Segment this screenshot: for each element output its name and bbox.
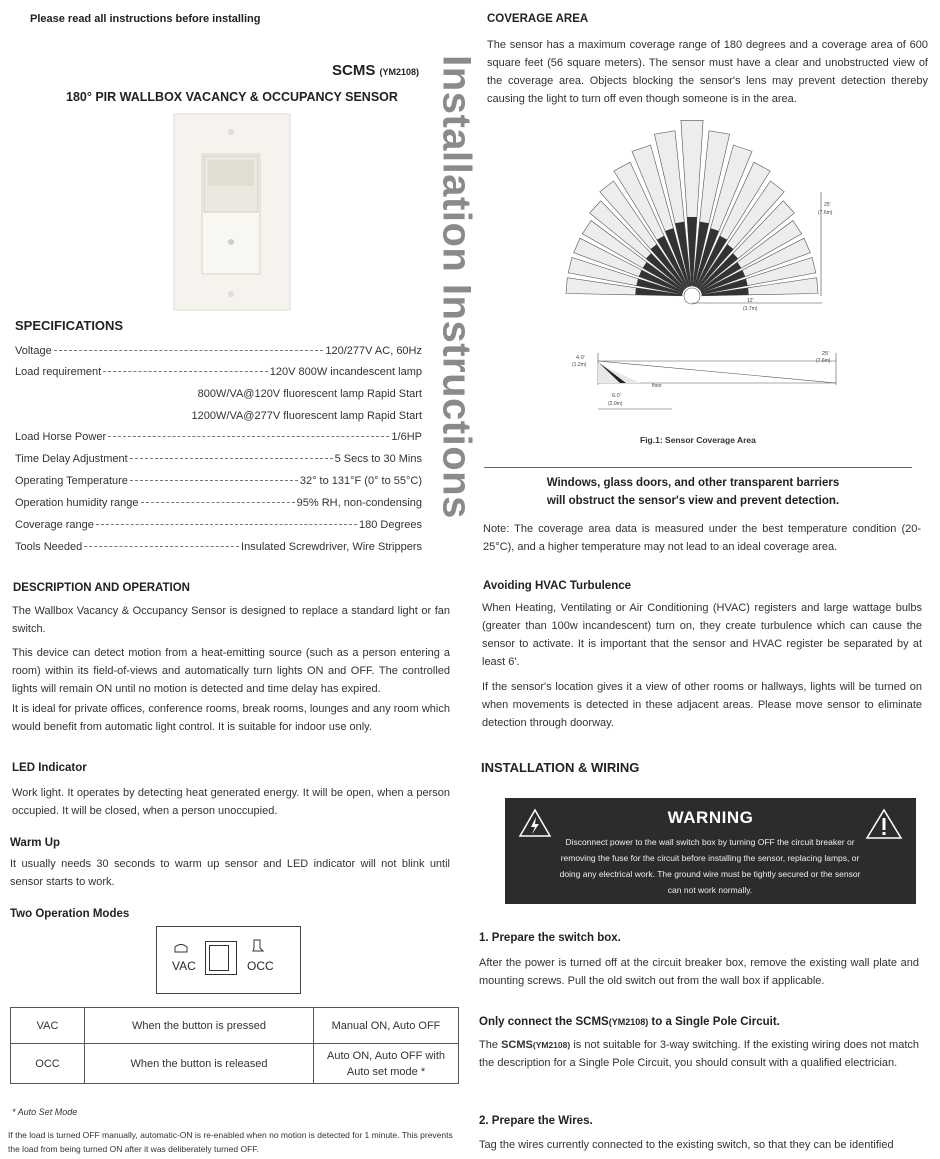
table-row: VAC When the button is pressed Manual ON, Auto OFF bbox=[11, 1008, 459, 1044]
spec-time-delay: Time Delay Adjustment 5 Secs to 30 Mins bbox=[15, 453, 422, 465]
warmup-text: It usually needs 30 seconds to warm up sensor and LED indicator will not blink until sensor starts to work. bbox=[10, 858, 450, 888]
coverage-heading: COVERAGE AREA bbox=[487, 13, 589, 25]
warmup-heading: Warm Up bbox=[10, 837, 61, 849]
step2-text: Tag the wires currently connected to the existing switch, so that they can be identified bbox=[479, 1139, 894, 1151]
figure-caption: Fig.1: Sensor Coverage Area bbox=[640, 435, 756, 445]
side-bottom-ft: 6.0' bbox=[612, 393, 621, 399]
product-title: 180° PIR WALLBOX VACANCY & OCCUPANCY SENSOR bbox=[66, 90, 398, 104]
coverage-fan-diagram bbox=[560, 110, 850, 320]
side-left-ft: 4.0' bbox=[576, 355, 585, 361]
vacancy-icon bbox=[174, 943, 188, 953]
floor-label: floor bbox=[652, 383, 662, 389]
spec-tools: Tools Needed Insulated Screwdriver, Wire Strippers bbox=[15, 541, 422, 553]
warning-title: WARNING bbox=[667, 808, 754, 827]
auto-set-text: If the load is turned OFF manually, automatic-ON is re-enabled when no motion is detected for 1 minute. This prevents the load from being turned ON after it was deliberately turned OFF. bbox=[8, 1130, 453, 1154]
vac-label: VAC bbox=[172, 959, 196, 973]
spec-load-extra-1: 800W/VA@120V fluorescent lamp Rapid Start bbox=[197, 388, 422, 400]
hvac-p1: When Heating, Ventilating or Air Conditioning (HVAC) registers and large wattage bulbs (greater than 100w incandescent) turn on, they create turbulence which can cause the sensor to activate. It is important that the sensor and HVAC register be separated by at least 6'. bbox=[482, 602, 922, 668]
spec-horsepower: Load Horse Power 1/6HP bbox=[15, 431, 422, 443]
single-pole-text: The SCMS(YM2108) is not suitable for 3-way switching. If the existing wiring does not match the description for a Single Pole Circuit, you should consult with a qualified electrician. bbox=[479, 1039, 920, 1069]
auto-set-title: * Auto Set Mode bbox=[12, 1107, 78, 1117]
modes-heading: Two Operation Modes bbox=[10, 908, 130, 920]
warning-box bbox=[505, 798, 916, 904]
coverage-text: The sensor has a maximum coverage range of 180 degrees and a coverage area of 600 square feet (56 square meters). The sensor must have a clear and unobstructed view of the coverage area. Objects blocking the sensor's lens may prevent detection thereby causing the light to turn off even though someone is in the area. bbox=[487, 39, 928, 105]
occupancy-icon bbox=[252, 939, 264, 953]
hvac-p2: If the sensor's location gives it a view of other rooms or hallways, lights will be turned on when movements is detected in these adjacent areas. Please move sensor to eliminate detection through doorway. bbox=[482, 681, 922, 729]
description-p3: It is ideal for private offices, conference rooms, break rooms, lounges and any room which would benefit from automatic light control. It is suitable for indoor use only. bbox=[12, 703, 450, 733]
single-pole-heading: Only connect the SCMS(YM2108) to a Single Pole Circuit. bbox=[479, 1016, 780, 1028]
side-right-m: (7.6m) bbox=[816, 358, 831, 364]
description-heading: DESCRIPTION AND OPERATION bbox=[13, 582, 190, 594]
dim-radius-m: (3.7m) bbox=[743, 306, 758, 312]
divider bbox=[484, 467, 912, 468]
side-right-ft: 25' bbox=[822, 351, 830, 357]
led-heading: LED Indicator bbox=[12, 762, 87, 774]
warning-text: Disconnect power to the wall switch box by turning OFF the circuit breaker or removing the fuse for the circuit before installing the sensor, replacing lamps, or doing any electrical work. The ground wire must be tightly secured or the sensor can not work normally. bbox=[559, 837, 861, 895]
dim-radius-ft: 12' bbox=[747, 298, 754, 304]
spec-voltage: Voltage 120/277V AC, 60Hz bbox=[15, 345, 422, 357]
sensor-origin bbox=[684, 288, 700, 304]
occ-label: OCC bbox=[247, 959, 274, 973]
spec-coverage: Coverage range 180 Degrees bbox=[15, 519, 422, 531]
barrier-warning: Windows, glass doors, and other transparent barriers will obstruct the sensor's view and prevent detection. bbox=[546, 477, 840, 507]
side-view-diagram bbox=[560, 345, 850, 415]
side-left-m: (1.2m) bbox=[572, 362, 587, 368]
model-name: SCMS (YM2108) bbox=[332, 62, 420, 79]
install-heading: INSTALLATION & WIRING bbox=[481, 760, 640, 775]
spec-temperature: Operating Temperature 32° to 131°F (0° to 55°C) bbox=[15, 475, 422, 487]
specs-heading: SPECIFICATIONS bbox=[15, 318, 124, 333]
table-row: OCC When the button is released Auto ON, Auto OFF with Auto set mode * bbox=[11, 1044, 459, 1084]
mode-switch-diagram bbox=[156, 926, 301, 994]
spec-humidity: Operation humidity range 95% RH, non-condensing bbox=[15, 497, 422, 509]
hvac-heading: Avoiding HVAC Turbulence bbox=[483, 580, 632, 592]
led-text: Work light. It operates by detecting heat generated energy. It will be open, when a person occupied. It will be closed, when a person unoccupied. bbox=[12, 787, 450, 817]
modes-table bbox=[10, 1007, 459, 1084]
side-bottom-m: (2.0m) bbox=[608, 401, 623, 407]
dim-top-ft: 25' bbox=[824, 202, 831, 208]
coverage-note: Note: The coverage area data is measured under the best temperature condition (20-25°C), and a higher temperature may not lead to an ideal coverage area. bbox=[483, 523, 921, 553]
vertical-title: Installation Instructions bbox=[434, 55, 479, 519]
step1-text: After the power is turned off at the circuit breaker box, remove the existing wall plate and mounting screws. Pull the old switch out from the wall box if applicable. bbox=[479, 957, 919, 987]
step2-heading: 2. Prepare the Wires. bbox=[479, 1115, 593, 1127]
product-image bbox=[172, 112, 292, 312]
dim-top-m: (7.6m) bbox=[818, 210, 833, 216]
mode-button bbox=[205, 941, 237, 975]
spec-load-extra-2: 1200W/VA@277V fluorescent lamp Rapid Start bbox=[191, 410, 422, 422]
step1-heading: 1. Prepare the switch box. bbox=[479, 932, 621, 944]
read-notice: Please read all instructions before installing bbox=[30, 13, 261, 25]
description-p2: This device can detect motion from a heat-emitting source (such as a person entering a room) within its field-of-views and automatically turn lights ON and OFF. The controlled lights will remain ON until no motion is detected and time delay has expired. bbox=[12, 647, 450, 695]
description-p1: The Wallbox Vacancy & Occupancy Sensor is designed to replace a standard light or fan switch. bbox=[12, 605, 450, 635]
spec-load: Load requirement 120V 800W incandescent lamp bbox=[15, 366, 422, 378]
